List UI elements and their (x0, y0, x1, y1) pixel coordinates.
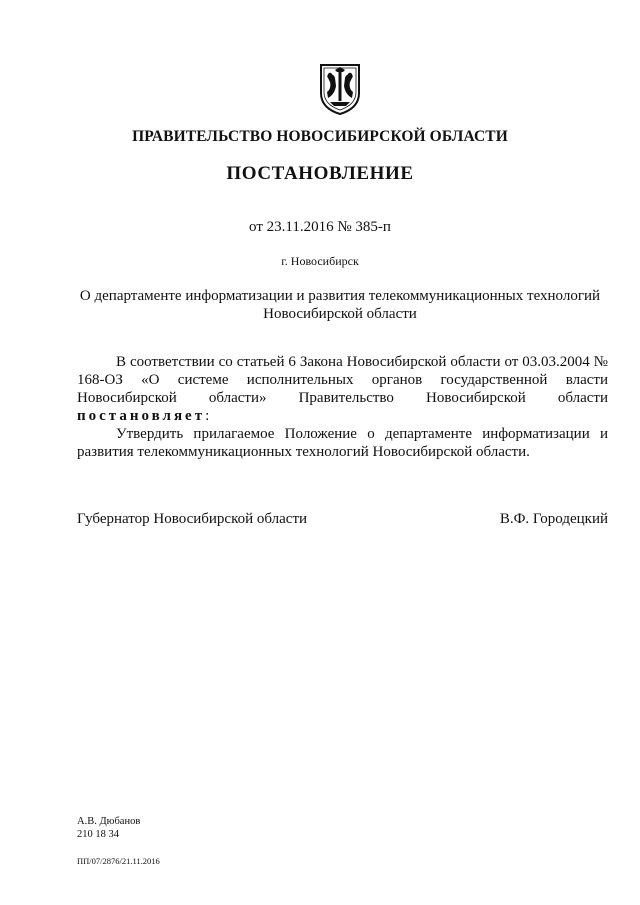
executor-block (77, 815, 140, 841)
government-title: ПРАВИТЕЛЬСТВО НОВОСИБИРСКОЙ ОБЛАСТИ (132, 128, 508, 145)
subject-line-2: Новосибирской области (263, 306, 417, 322)
signatory-name: В.Ф. Городецкий (499, 511, 608, 527)
subject-line-1: О департаменте информатизации и развития телекоммуникационных технологий (79, 288, 601, 304)
registration-number: ПП/07/2876/21.11.2016 (77, 856, 160, 866)
decree-colon: : (205, 408, 210, 424)
document-subject (60, 287, 620, 323)
preamble-paragraph (77, 353, 608, 425)
executor-phone: 210 18 34 (77, 829, 119, 840)
document-type: ПОСТАНОВЛЕНИЕ (226, 163, 414, 184)
city-name: г. Новосибирск (281, 254, 359, 268)
signatory-position: Губернатор Новосибирской области (77, 511, 308, 527)
coat-of-arms-icon (318, 62, 362, 116)
decree-word: постановляет (77, 408, 206, 424)
resolution-paragraph: Утвердить прилагаемое Положение о департаменте информатизации и развития телекоммуникационных технологий Новосибирской области. (77, 426, 608, 460)
document-body (77, 353, 608, 461)
preamble-text: В соответствии со статьей 6 Закона Новосибирской области от 03.03.2004 № 168-ОЗ «О системе исполнительных органов государственной власти Новосибирской области» Правительство Новосибирской области (77, 354, 608, 406)
executor-name: А.В. Дюбанов (77, 816, 141, 827)
signature-block (77, 511, 608, 528)
date-number-line: от 23.11.2016 № 385-п (249, 219, 391, 235)
